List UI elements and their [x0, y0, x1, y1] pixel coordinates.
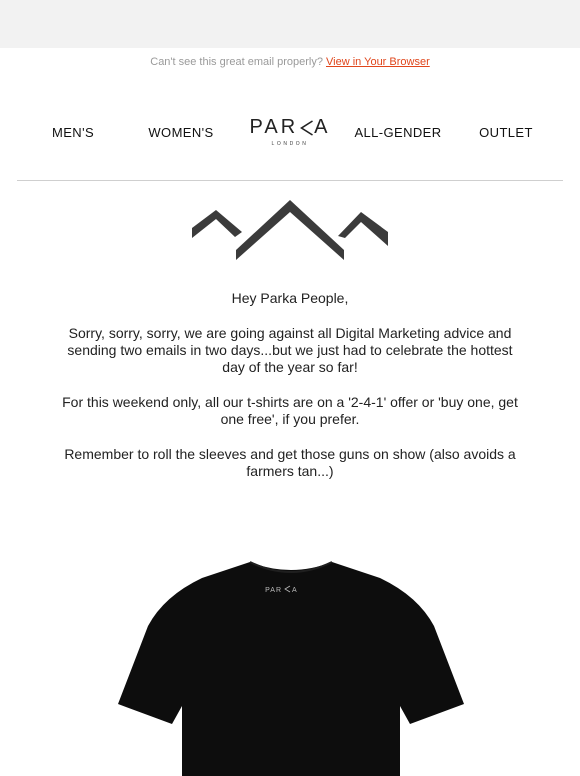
top-bar: [0, 0, 580, 48]
nav-all-gender[interactable]: ALL-GENDER: [354, 125, 442, 140]
shirt-label-text: PAR: [265, 587, 282, 594]
main-nav: [0, 110, 580, 156]
black-tshirt-image[interactable]: [118, 556, 464, 776]
logo-subtitle: LONDON: [271, 141, 309, 147]
logo-text-left: PAR: [249, 116, 299, 138]
shirt-label-text-right: A: [292, 587, 298, 594]
paragraph-1: Sorry, sorry, sorry, we are going against all Digital Marketing advice and sending two emails in two days...but we just had to celebrate the hottest day of the year so far!: [67, 325, 513, 375]
nav-mens[interactable]: MEN'S: [51, 125, 95, 140]
logo-chevron-icon: [299, 120, 313, 136]
preheader: [0, 56, 580, 68]
paragraph-2: For this weekend only, all our t-shirts are on a '2-4-1' offer or 'buy one, get one free', if you prefer.: [62, 394, 518, 427]
parka-logo[interactable]: [250, 116, 331, 147]
greeting: Hey Parka People,: [231, 290, 349, 306]
header-divider: [17, 180, 563, 181]
mountain-range-icon: [192, 198, 388, 262]
nav-outlet[interactable]: OUTLET: [479, 125, 533, 140]
nav-womens[interactable]: WOMEN'S: [148, 125, 214, 140]
paragraph-3: Remember to roll the sleeves and get those guns on show (also avoids a farmers tan...): [64, 446, 516, 479]
view-in-browser-link[interactable]: View in Your Browser: [326, 56, 430, 68]
email-body: [55, 290, 525, 498]
preheader-text: Can't see this great email properly?: [150, 56, 323, 68]
logo-text-right: A: [314, 116, 331, 138]
